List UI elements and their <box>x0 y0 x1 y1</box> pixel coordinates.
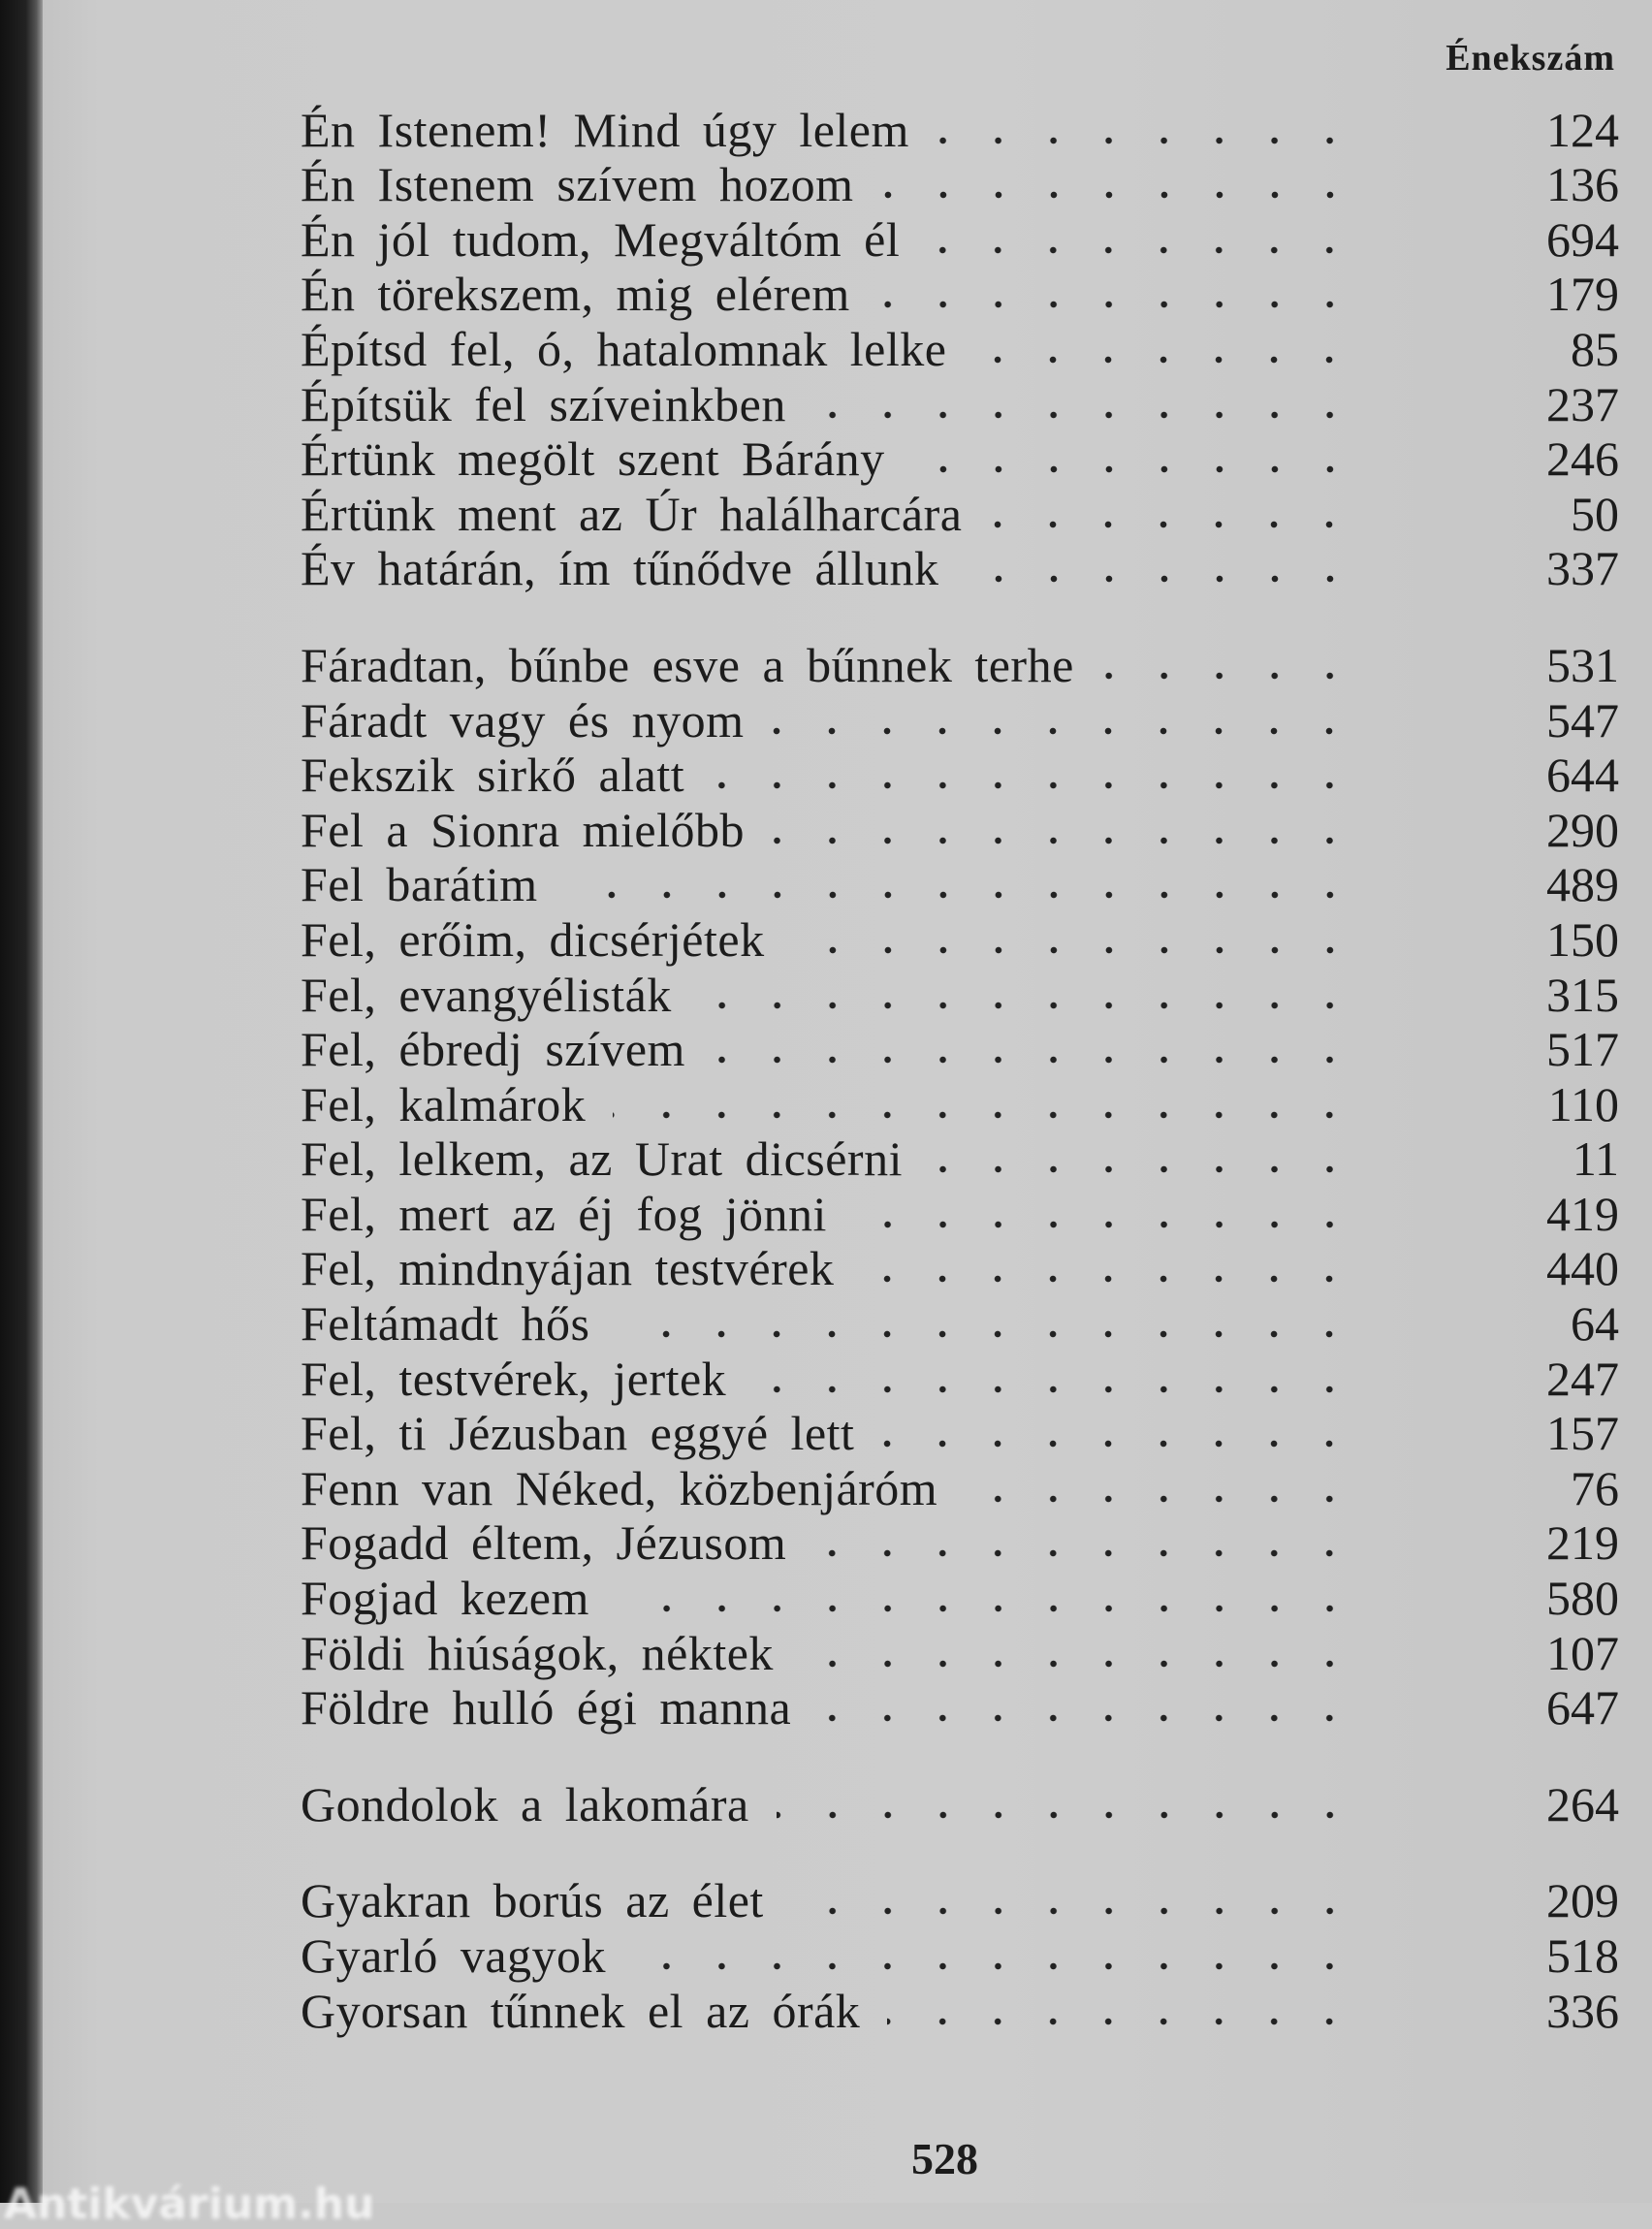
hymn-title: Építsd fel, ó, hatalomnak lelke <box>301 321 947 376</box>
index-entry <box>301 1131 1619 1187</box>
hymn-number: 580 <box>1546 1571 1619 1626</box>
dot-leader <box>989 520 1357 529</box>
hymn-number: 209 <box>1546 1873 1619 1928</box>
hymn-number: 440 <box>1546 1241 1619 1296</box>
hymn-number: 290 <box>1546 802 1619 857</box>
hymn-number: 337 <box>1546 541 1619 596</box>
dot-leader <box>777 1810 1357 1820</box>
dot-leader <box>813 410 1357 420</box>
hymn-number: 179 <box>1546 267 1619 322</box>
index-entry <box>301 692 1619 748</box>
hymn-title: Fel, mert az éj fog jönni <box>301 1186 827 1241</box>
dot-leader <box>1101 671 1357 681</box>
index-entry <box>301 1241 1619 1296</box>
index-entry <box>301 857 1619 912</box>
page-number: 528 <box>911 2134 978 2183</box>
hymn-title: Fogadd éltem, Jézusom <box>301 1515 787 1571</box>
index-entry <box>301 486 1619 541</box>
index-entry <box>301 1076 1619 1131</box>
dot-leader <box>699 1001 1357 1010</box>
index-entry <box>301 376 1619 431</box>
hymn-number: 264 <box>1546 1776 1619 1831</box>
hymn-number: 531 <box>1546 637 1619 692</box>
hymn-title: Fel, kalmárok <box>301 1076 587 1131</box>
hymn-number: 157 <box>1546 1406 1619 1461</box>
hymn-index-list <box>301 102 1619 2038</box>
index-entry <box>301 157 1619 212</box>
hymn-title: Gyakran borús az élet <box>301 1873 764 1928</box>
hymn-title: Én törekszem, mig elérem <box>301 267 850 322</box>
hymn-title: Fel, ti Jézusban eggyé lett <box>301 1406 855 1461</box>
dot-leader <box>965 1494 1357 1504</box>
hymn-title: Fenn van Néked, közbenjáróm <box>301 1460 938 1515</box>
index-entry <box>301 911 1619 967</box>
index-entry <box>301 1625 1619 1680</box>
hymn-title: Gyorsan tűnnek el az órák <box>301 1983 861 2038</box>
dot-leader <box>937 136 1357 145</box>
hymn-number: 419 <box>1546 1186 1619 1241</box>
index-entry <box>301 802 1619 857</box>
hymn-number: 64 <box>1571 1296 1619 1352</box>
dot-leader <box>792 945 1357 955</box>
hymn-title: Gyarló vagyok <box>301 1928 607 1983</box>
dot-leader <box>927 245 1357 255</box>
hymn-number: 107 <box>1546 1625 1619 1680</box>
dot-leader <box>887 2017 1357 2026</box>
dot-leader <box>771 726 1357 736</box>
hymn-title: Év határán, ím tűnődve állunk <box>301 541 939 596</box>
index-entry <box>301 211 1619 267</box>
hymn-title: Fáradtan, bűnbe esve a bűnnek terhe <box>301 637 1074 692</box>
dot-leader <box>930 1164 1357 1174</box>
dot-leader <box>861 1274 1357 1284</box>
hymn-number: 85 <box>1571 321 1619 376</box>
letter-group <box>301 637 1619 1735</box>
dot-leader <box>791 1906 1357 1916</box>
hymn-title: Fel, ébredj szívem <box>301 1022 685 1077</box>
dot-leader <box>772 836 1357 845</box>
hymn-title: Fekszik sirkő alatt <box>301 748 685 803</box>
hymn-title: Fel, erőim, dicsérjétek <box>301 911 765 967</box>
index-entry <box>301 267 1619 322</box>
dot-leader <box>818 1713 1357 1723</box>
hymn-number: 336 <box>1546 1983 1619 2038</box>
hymn-number: 237 <box>1546 376 1619 431</box>
dot-leader <box>881 190 1357 200</box>
hymn-number: 110 <box>1547 1076 1619 1131</box>
dot-leader <box>813 1548 1357 1558</box>
index-entry <box>301 748 1619 803</box>
index-entry <box>301 1515 1619 1571</box>
index-entry <box>301 1680 1619 1735</box>
column-header-hymn-number: Énekszám <box>1446 38 1615 79</box>
hymn-title: Gondolok a lakomára <box>301 1776 749 1831</box>
hymn-title: Én Istenem! Mind úgy lelem <box>301 102 909 157</box>
hymn-number: 247 <box>1546 1351 1619 1406</box>
dot-leader <box>712 780 1357 790</box>
letter-group <box>301 1776 1619 1831</box>
hymn-number: 76 <box>1571 1460 1619 1515</box>
index-entry <box>301 1022 1619 1077</box>
hymn-number: 547 <box>1546 692 1619 748</box>
hymn-title: Értünk ment az Úr halálharcára <box>301 486 963 541</box>
hymn-title: Fel, lelkem, az Urat dicsérni <box>301 1131 903 1187</box>
hymn-title: Fogjad kezem <box>301 1571 589 1626</box>
index-entry <box>301 541 1619 596</box>
index-entry <box>301 1983 1619 2038</box>
index-entry <box>301 1927 1619 1983</box>
hymn-number: 136 <box>1546 157 1619 212</box>
hymn-title: Fel, testvérek, jertek <box>301 1351 727 1406</box>
hymn-number: 124 <box>1546 102 1619 157</box>
index-entry <box>301 102 1619 157</box>
index-entry <box>301 637 1619 692</box>
hymn-title: Feltámadt hős <box>301 1296 590 1352</box>
index-entry <box>301 1351 1619 1406</box>
index-entry <box>301 1570 1619 1625</box>
letter-group <box>301 1873 1619 2038</box>
book-binding-edge <box>0 0 43 2203</box>
hymn-number: 694 <box>1546 211 1619 267</box>
hymn-number: 246 <box>1546 431 1619 487</box>
dot-leader <box>967 574 1357 584</box>
hymn-number: 517 <box>1546 1022 1619 1077</box>
dot-leader <box>877 300 1357 309</box>
hymn-title: Földi hiúságok, néktek <box>301 1625 774 1680</box>
index-entry <box>301 1295 1619 1351</box>
hymn-number: 315 <box>1546 967 1619 1022</box>
index-entry <box>301 431 1619 487</box>
index-entry <box>301 1776 1619 1831</box>
hymn-title: Fel barátim <box>301 857 538 912</box>
hymn-number: 518 <box>1546 1928 1619 1983</box>
letter-group <box>301 102 1619 595</box>
index-entry <box>301 1186 1619 1241</box>
dot-leader <box>565 890 1357 900</box>
dot-leader <box>753 1385 1357 1394</box>
hymn-title: Fel, mindnyájan testvérek <box>301 1241 835 1296</box>
hymn-title: Én jól tudom, Megváltóm él <box>301 211 901 267</box>
hymn-number: 647 <box>1546 1680 1619 1735</box>
dot-leader <box>633 1961 1357 1971</box>
dot-leader <box>613 1110 1357 1120</box>
dot-leader <box>713 1055 1357 1065</box>
hymn-number: 219 <box>1546 1515 1619 1571</box>
dot-leader <box>973 355 1357 365</box>
index-entry <box>301 321 1619 376</box>
index-entry <box>301 1873 1619 1928</box>
index-entry <box>301 1460 1619 1515</box>
dot-leader <box>617 1329 1357 1339</box>
hymn-title: Fel a Sionra mielőbb <box>301 802 745 857</box>
dot-leader <box>801 1659 1357 1669</box>
dot-leader <box>912 464 1357 474</box>
hymn-title: Én Istenem szívem hozom <box>301 157 854 212</box>
hymn-title: Földre hulló égi manna <box>301 1680 792 1735</box>
index-entry <box>301 967 1619 1022</box>
hymn-number: 489 <box>1546 857 1619 912</box>
hymn-number: 150 <box>1546 911 1619 967</box>
dot-leader <box>617 1604 1357 1613</box>
hymn-number: 50 <box>1571 486 1619 541</box>
hymn-title: Fáradt vagy és nyom <box>301 692 745 748</box>
hymn-number: 644 <box>1546 748 1619 803</box>
dot-leader <box>854 1220 1357 1229</box>
index-entry <box>301 1406 1619 1461</box>
hymn-number: 11 <box>1572 1131 1619 1187</box>
dot-leader <box>881 1439 1357 1449</box>
hymn-title: Fel, evangyélisták <box>301 967 672 1022</box>
watermark: Antikvárium.hu <box>4 2180 375 2229</box>
hymn-title: Értünk megölt szent Bárány <box>301 431 885 487</box>
hymn-title: Építsük fel szíveinkben <box>301 376 786 431</box>
